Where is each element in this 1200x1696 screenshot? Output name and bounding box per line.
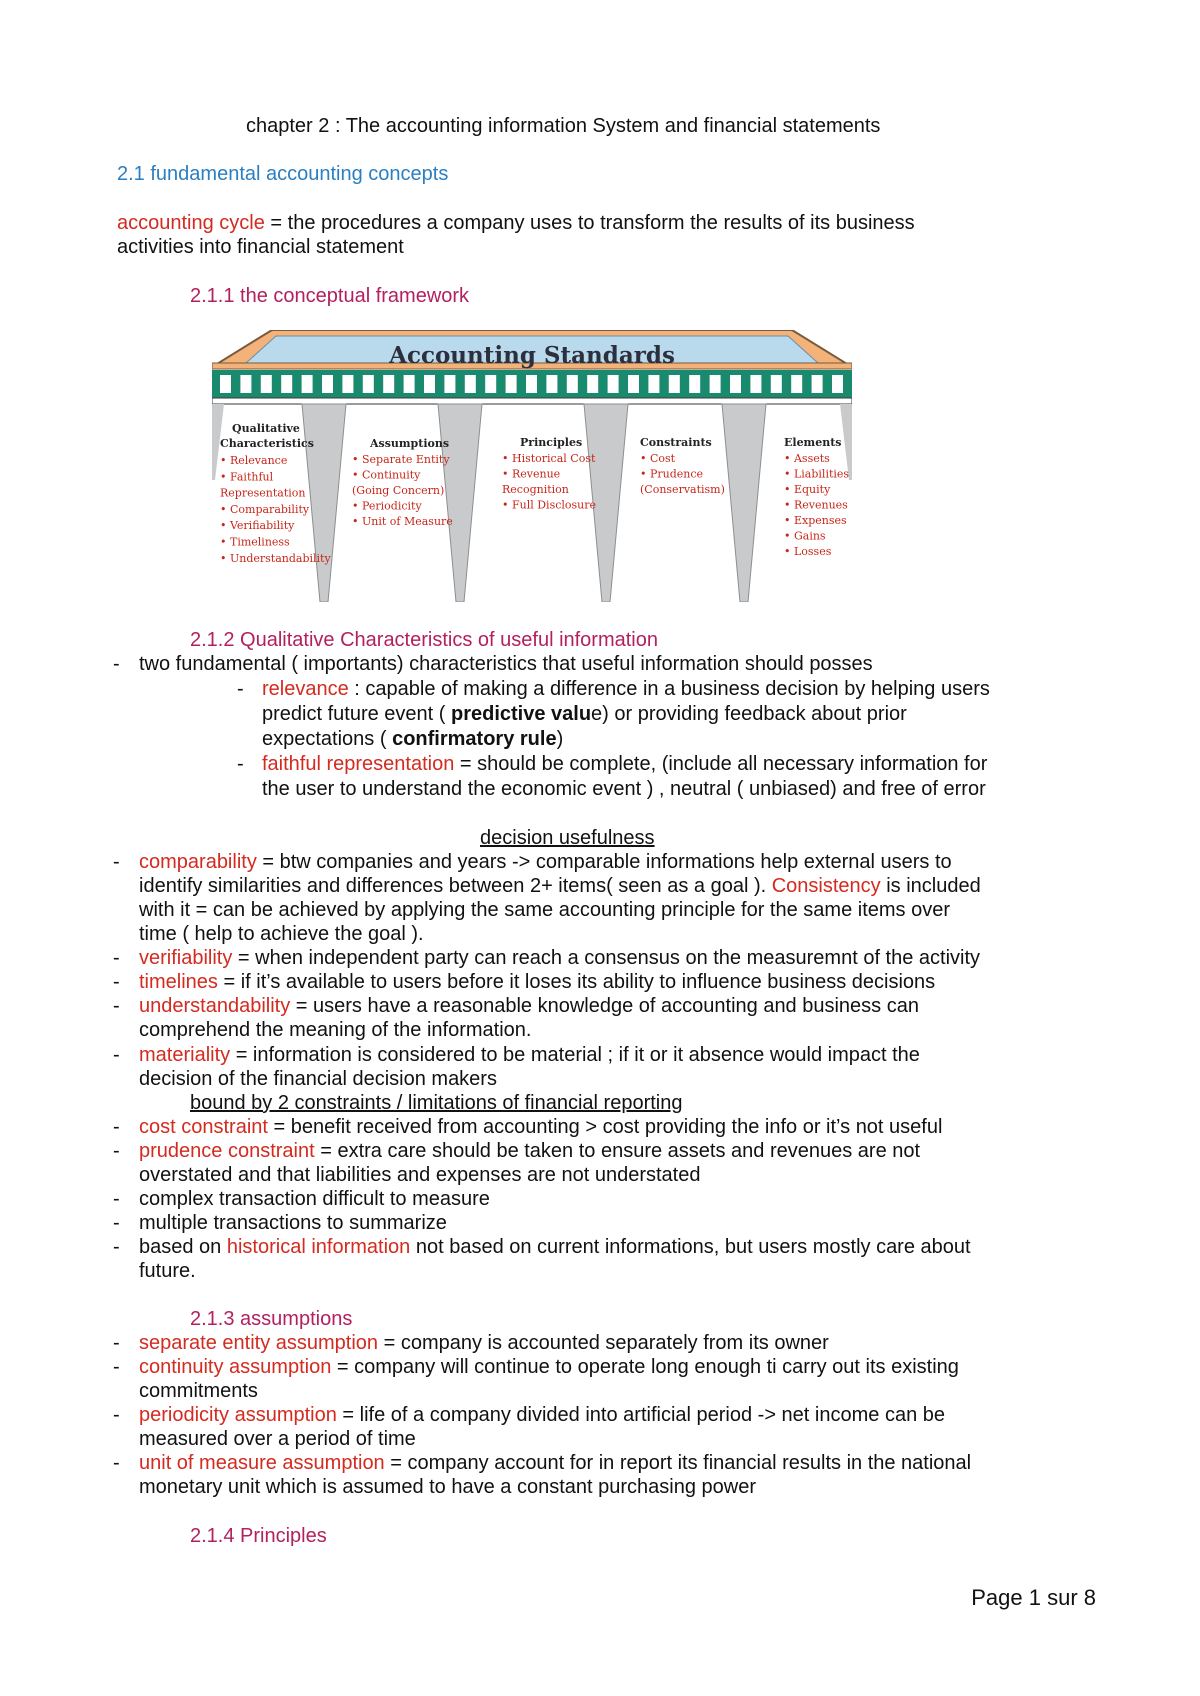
column-item: • Comparability xyxy=(220,502,310,516)
unit-of-measure-term: unit of measure assumption xyxy=(139,1452,385,1474)
architrave xyxy=(212,398,852,404)
column-item: • Timeliness xyxy=(220,535,290,549)
column-item: • Revenue xyxy=(502,467,561,481)
faithful-line-2: the user to understand the economic event ) , neutral ( unbiased) and free of error xyxy=(262,778,986,800)
column-item: Recognition xyxy=(502,483,569,496)
bullet-dash: - xyxy=(113,1356,120,1378)
bullet-dash: - xyxy=(113,1044,120,1066)
understandability-line-1 xyxy=(139,994,919,1018)
frieze-block xyxy=(628,375,639,393)
historical-information-term: historical information xyxy=(226,1236,411,1258)
periodicity-line-2: measured over a period of time xyxy=(139,1428,416,1450)
relevance-line-3 xyxy=(262,727,563,751)
text-span: predict future event ( xyxy=(262,703,451,725)
text-span: is included xyxy=(880,875,981,897)
frieze-block xyxy=(669,375,680,393)
frieze-block xyxy=(506,375,517,393)
limitation-3-line-1 xyxy=(139,1235,971,1259)
comparability-line-4: time ( help to achieve the goal ). xyxy=(139,923,424,945)
column-item: • Relevance xyxy=(220,454,288,467)
column-item: • Verifiability xyxy=(220,519,295,533)
accounting-cycle-line-2: activities into financial statement xyxy=(117,236,404,258)
separate-entity-term: separate entity assumption xyxy=(139,1332,379,1354)
continuity-line-2: commitments xyxy=(139,1380,258,1402)
column-item: • Revenues xyxy=(784,498,848,512)
frieze-block xyxy=(322,375,333,393)
column-item: • Expenses xyxy=(784,514,847,527)
decision-usefulness-heading: decision usefulness xyxy=(480,827,655,849)
frieze-block xyxy=(832,375,843,393)
confirmatory-rule-bold: confirmatory rule xyxy=(392,728,557,750)
comparability-line-3: with it = can be achieved by applying the same accounting principle for the same items over xyxy=(139,899,950,921)
bullet-dash: - xyxy=(113,1188,120,1210)
frieze-block xyxy=(567,375,578,393)
cost-constraint-line xyxy=(139,1115,942,1139)
frieze-block xyxy=(363,375,374,393)
frieze-block xyxy=(342,375,353,393)
continuity-line-1 xyxy=(139,1355,959,1379)
text-span: = extra care should be taken to ensure assets and revenues are not xyxy=(314,1140,921,1162)
bullet-dash: - xyxy=(113,995,120,1017)
column-title: Principles xyxy=(520,436,583,449)
frieze-block xyxy=(710,375,721,393)
bullet-dash: - xyxy=(113,1452,120,1474)
column-item: • Separate Entity xyxy=(352,453,450,466)
text-span: expectations ( xyxy=(262,728,393,750)
cost-constraint-term: cost constraint xyxy=(139,1116,268,1138)
frieze-block xyxy=(648,375,659,393)
frieze-block xyxy=(587,375,598,393)
text-span: = company is accounted separately from its owner xyxy=(378,1332,829,1354)
bullet-dash: - xyxy=(113,947,120,969)
text-span: = users have a reasonable knowledge of accounting and business can xyxy=(290,995,919,1017)
column-item: • Understandability xyxy=(220,551,331,565)
column-title: Assumptions xyxy=(370,437,450,450)
column-item: • Continuity xyxy=(352,468,421,482)
prudence-line-1 xyxy=(139,1139,920,1163)
frieze-block xyxy=(302,375,313,393)
comparability-line-2 xyxy=(139,874,981,898)
column-item: • Cost xyxy=(640,452,676,465)
frieze-block xyxy=(404,375,415,393)
periodicity-line-1 xyxy=(139,1403,945,1427)
periodicity-term: periodicity assumption xyxy=(139,1404,337,1426)
frieze-block xyxy=(465,375,476,393)
pillar xyxy=(438,404,482,602)
verifiability-line xyxy=(139,946,980,970)
frieze-block xyxy=(608,375,619,393)
column-title: Characteristics xyxy=(220,437,314,450)
prudence-constraint-term: prudence constraint xyxy=(139,1140,315,1162)
column-title: Constraints xyxy=(640,436,712,449)
verifiability-term: verifiability xyxy=(139,947,233,969)
comparability-line-1 xyxy=(139,850,952,874)
frieze-block xyxy=(730,375,741,393)
relevance-term: relevance xyxy=(262,678,349,700)
section-2-1-heading: 2.1 fundamental accounting concepts xyxy=(117,163,449,185)
frieze-block xyxy=(812,375,823,393)
column-item: • Gains xyxy=(784,529,826,543)
faithful-line-1 xyxy=(262,752,987,776)
limitation-1: complex transaction difficult to measure xyxy=(139,1188,490,1210)
timelines-line xyxy=(139,970,935,994)
text-span: = company will continue to operate long enough ti carry out its existing xyxy=(331,1356,959,1378)
bullet-dash: - xyxy=(113,1236,120,1258)
frieze-block xyxy=(689,375,700,393)
frieze-block xyxy=(261,375,272,393)
column-item: • Full Disclosure xyxy=(502,498,597,512)
column-item: • Liabilities xyxy=(784,467,850,481)
continuity-term: continuity assumption xyxy=(139,1356,332,1378)
text-span: = if it’s available to users before it loses its ability to influence business decisions xyxy=(217,971,936,993)
accounting-cycle-definition: = the procedures a company uses to transform the results of its business xyxy=(264,212,915,234)
prudence-line-2: overstated and that liabilities and expenses are not understated xyxy=(139,1164,701,1186)
section-2-1-3-heading: 2.1.3 assumptions xyxy=(190,1308,353,1330)
text-span: = benefit received from accounting > cost providing the info or it’s not useful xyxy=(267,1116,943,1138)
frieze-block xyxy=(281,375,292,393)
frieze-block xyxy=(750,375,761,393)
text-span: not based on current informations, but users mostly care about xyxy=(410,1236,971,1258)
frieze-block xyxy=(485,375,496,393)
limitation-2: multiple transactions to summarize xyxy=(139,1212,447,1234)
section-2-1-4-heading: 2.1.4 Principles xyxy=(190,1525,327,1547)
bullet-dash: - xyxy=(113,1404,120,1426)
page-number: Page 1 sur 8 xyxy=(971,1585,1096,1610)
text-span: = when independent party can reach a consensus on the measuremnt of the activity xyxy=(232,947,981,969)
accounting-cycle-term: accounting cycle xyxy=(117,212,265,234)
timelines-term: timelines xyxy=(139,971,218,993)
understandability-line-2: comprehend the meaning of the information. xyxy=(139,1019,532,1041)
column-item: • Losses xyxy=(784,545,832,558)
unit-of-measure-line-2: monetary unit which is assumed to have a constant purchasing power xyxy=(139,1476,757,1498)
text-span: based on xyxy=(139,1236,227,1258)
text-span: identify similarities and differences between 2+ items( seen as a goal ). xyxy=(139,875,772,897)
frieze-block xyxy=(444,375,455,393)
faithful-representation-term: faithful representation xyxy=(262,753,455,775)
column-title: Qualitative xyxy=(232,422,300,435)
predictive-value-bold: predictive valu xyxy=(450,703,592,725)
roof-title: Accounting Standards xyxy=(389,342,675,369)
consistency-term: Consistency xyxy=(771,875,881,897)
frieze-block xyxy=(771,375,782,393)
column-title: Elements xyxy=(784,436,842,449)
frieze-block xyxy=(240,375,251,393)
frieze-block xyxy=(424,375,435,393)
bullet-dash: - xyxy=(113,851,120,873)
section-2-1-1-heading: 2.1.1 the conceptual framework xyxy=(190,285,470,307)
column-item: • Faithful xyxy=(220,470,274,484)
conceptual-framework-figure xyxy=(212,330,852,602)
frieze-block xyxy=(791,375,802,393)
column-item: • Assets xyxy=(784,452,830,465)
materiality-line-2: decision of the financial decision makers xyxy=(139,1068,497,1090)
bullet-dash: - xyxy=(113,1332,120,1354)
chapter-title: chapter 2 : The accounting information System and financial statements xyxy=(246,115,881,137)
column-item: Representation xyxy=(220,486,306,500)
understandability-term: understandability xyxy=(139,995,291,1017)
text-span: = information is considered to be material ; if it or it absence would impact the xyxy=(230,1044,920,1066)
comparability-term: comparability xyxy=(139,851,257,873)
text-span: e) or providing feedback about prior xyxy=(591,703,907,725)
column-item: • Unit of Measure xyxy=(352,515,453,528)
constraints-heading: bound by 2 constraints / limitations of financial reporting xyxy=(190,1092,683,1114)
bullet-dash: - xyxy=(113,1116,120,1138)
faithful-text: = should be complete, (include all necessary information for xyxy=(454,753,988,775)
text-span: = company account for in report its financial results in the national xyxy=(384,1452,972,1474)
materiality-term: materiality xyxy=(139,1044,231,1066)
relevance-line-1 xyxy=(262,677,990,701)
bullet-dash: - xyxy=(237,678,244,700)
column-item: • Equity xyxy=(784,483,831,496)
bullet-dash: - xyxy=(113,1140,120,1162)
text-span: ) xyxy=(556,728,564,750)
pillar xyxy=(722,404,766,602)
bullet-dash: - xyxy=(237,753,244,775)
bullet-dash: - xyxy=(113,653,120,675)
column-item: (Conservatism) xyxy=(640,483,725,496)
materiality-line-1 xyxy=(139,1043,920,1067)
frieze-block xyxy=(383,375,394,393)
text-span: = life of a company divided into artificial period -> net income can be xyxy=(336,1404,945,1426)
unit-of-measure-line-1 xyxy=(139,1451,971,1475)
text-span: = btw companies and years -> comparable informations help external users to xyxy=(256,851,952,873)
section-2-1-2-heading: 2.1.2 Qualitative Characteristics of useful information xyxy=(190,629,658,651)
bullet-dash: - xyxy=(113,971,120,993)
limitation-3-line-2: future. xyxy=(139,1260,196,1282)
bullet-dash: - xyxy=(113,1212,120,1234)
frieze-block xyxy=(546,375,557,393)
separate-entity-line xyxy=(139,1331,829,1355)
column-item: • Historical Cost xyxy=(502,452,596,465)
relevance-line-2 xyxy=(262,702,907,726)
accounting-cycle-line-1 xyxy=(117,211,915,235)
column-item: • Periodicity xyxy=(352,499,422,513)
frieze-block xyxy=(526,375,537,393)
qualitative-intro: two fundamental ( importants) characteristics that useful information should posses xyxy=(139,653,873,675)
column-item: (Going Concern) xyxy=(352,484,445,497)
relevance-text: : capable of making a difference in a business decision by helping users xyxy=(348,678,990,700)
frieze-block xyxy=(220,375,231,393)
column-item: • Prudence xyxy=(640,467,704,481)
